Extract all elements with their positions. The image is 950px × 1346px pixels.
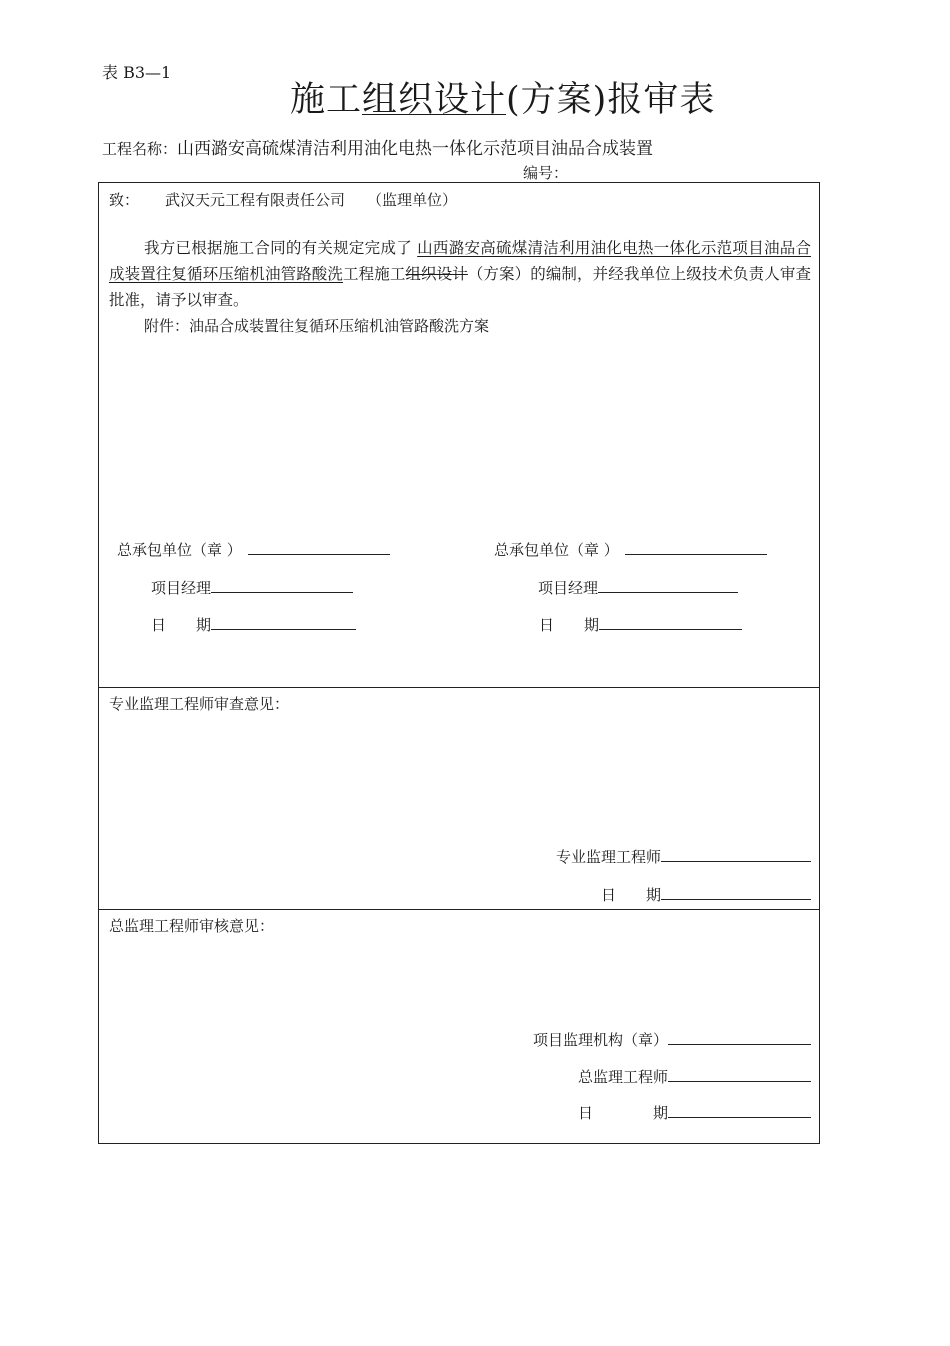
attachment-line: 附件：油品合成装置往复循环压缩机油管路酸洗方案 bbox=[144, 317, 490, 335]
specialist-date-label: 日 期 bbox=[600, 886, 661, 904]
specialist-date bbox=[601, 884, 811, 905]
date-label-left: 日 期 bbox=[151, 616, 212, 634]
supervision-org-label: 项目监理机构（章） bbox=[532, 1031, 668, 1049]
pm-left bbox=[151, 577, 353, 598]
specialist-engineer-line[interactable] bbox=[661, 847, 811, 862]
body-pre: 我方已根据施工合同的有关规定完成了 bbox=[144, 239, 418, 257]
form-table bbox=[98, 182, 820, 1144]
contractor-label-left: 总承包单位（章 ） bbox=[117, 541, 242, 559]
body-struck: 组织设计 bbox=[405, 265, 468, 283]
addressee-role: （监理单位） bbox=[367, 191, 458, 209]
submission-section bbox=[99, 183, 819, 687]
date-line-right[interactable] bbox=[599, 615, 742, 630]
chief-review-heading: 总监理工程师审核意见： bbox=[109, 917, 275, 935]
date-left bbox=[151, 614, 356, 635]
chief-date bbox=[578, 1102, 811, 1123]
title-part-2: 组织设计 bbox=[362, 80, 507, 120]
addressee-line bbox=[109, 189, 457, 210]
pm-right bbox=[538, 577, 738, 598]
specialist-engineer-sign bbox=[556, 846, 811, 867]
title-part-1: 施工 bbox=[290, 80, 363, 120]
date-label-right: 日 期 bbox=[539, 616, 600, 634]
project-label: 工程名称： bbox=[102, 140, 178, 158]
chief-date-label: 日 期 bbox=[577, 1104, 668, 1122]
serial-number-label: 编号： bbox=[523, 164, 569, 182]
form-code: 表 B3—1 bbox=[102, 63, 172, 82]
supervision-org-seal bbox=[533, 1029, 811, 1050]
pm-label-right: 项目经理 bbox=[538, 579, 599, 597]
chief-engineer-label: 总监理工程师 bbox=[577, 1068, 668, 1086]
specialist-review-heading: 专业监理工程师审查意见： bbox=[109, 695, 290, 713]
project-name-line bbox=[102, 134, 653, 159]
contractor-seal-right bbox=[494, 539, 767, 560]
contractor-seal-left bbox=[117, 539, 390, 560]
body-post: （方案）的编制，并经我单位上级技术负责人审查批准，请予以审查。 bbox=[109, 265, 811, 309]
pm-signature-line-right[interactable] bbox=[598, 578, 738, 593]
page-title bbox=[290, 72, 715, 122]
date-right bbox=[539, 614, 742, 635]
chief-review-section bbox=[99, 909, 819, 1145]
chief-date-line[interactable] bbox=[668, 1103, 811, 1118]
specialist-review-section bbox=[99, 687, 819, 909]
project-name: 山西潞安高硫煤清洁利用油化电热一体化示范项目油品合成装置 bbox=[177, 139, 654, 159]
addressee-label: 致： bbox=[109, 191, 140, 209]
addressee-company: 武汉天元工程有限责任公司 bbox=[165, 191, 346, 209]
date-line-left[interactable] bbox=[211, 615, 356, 630]
specialist-engineer-label: 专业监理工程师 bbox=[555, 848, 661, 866]
chief-engineer-sign bbox=[578, 1066, 811, 1087]
pm-signature-line-left[interactable] bbox=[211, 578, 353, 593]
contractor-signature-line-left[interactable] bbox=[248, 540, 390, 555]
specialist-date-line[interactable] bbox=[661, 885, 811, 900]
title-part-3: (方案)报审表 bbox=[506, 80, 716, 120]
chief-engineer-line[interactable] bbox=[668, 1067, 811, 1082]
contractor-label-right: 总承包单位（章 ） bbox=[494, 541, 619, 559]
contractor-signature-line-right[interactable] bbox=[625, 540, 767, 555]
submission-body bbox=[109, 235, 811, 313]
body-subject: 山西潞安高硫煤清洁利用油化电热一体化示范项目油品合成装置往复循环压缩机油管路酸洗 bbox=[109, 239, 811, 283]
supervision-org-line[interactable] bbox=[668, 1030, 811, 1045]
pm-label-left: 项目经理 bbox=[151, 579, 212, 597]
body-mid: 工程施工 bbox=[343, 265, 406, 283]
